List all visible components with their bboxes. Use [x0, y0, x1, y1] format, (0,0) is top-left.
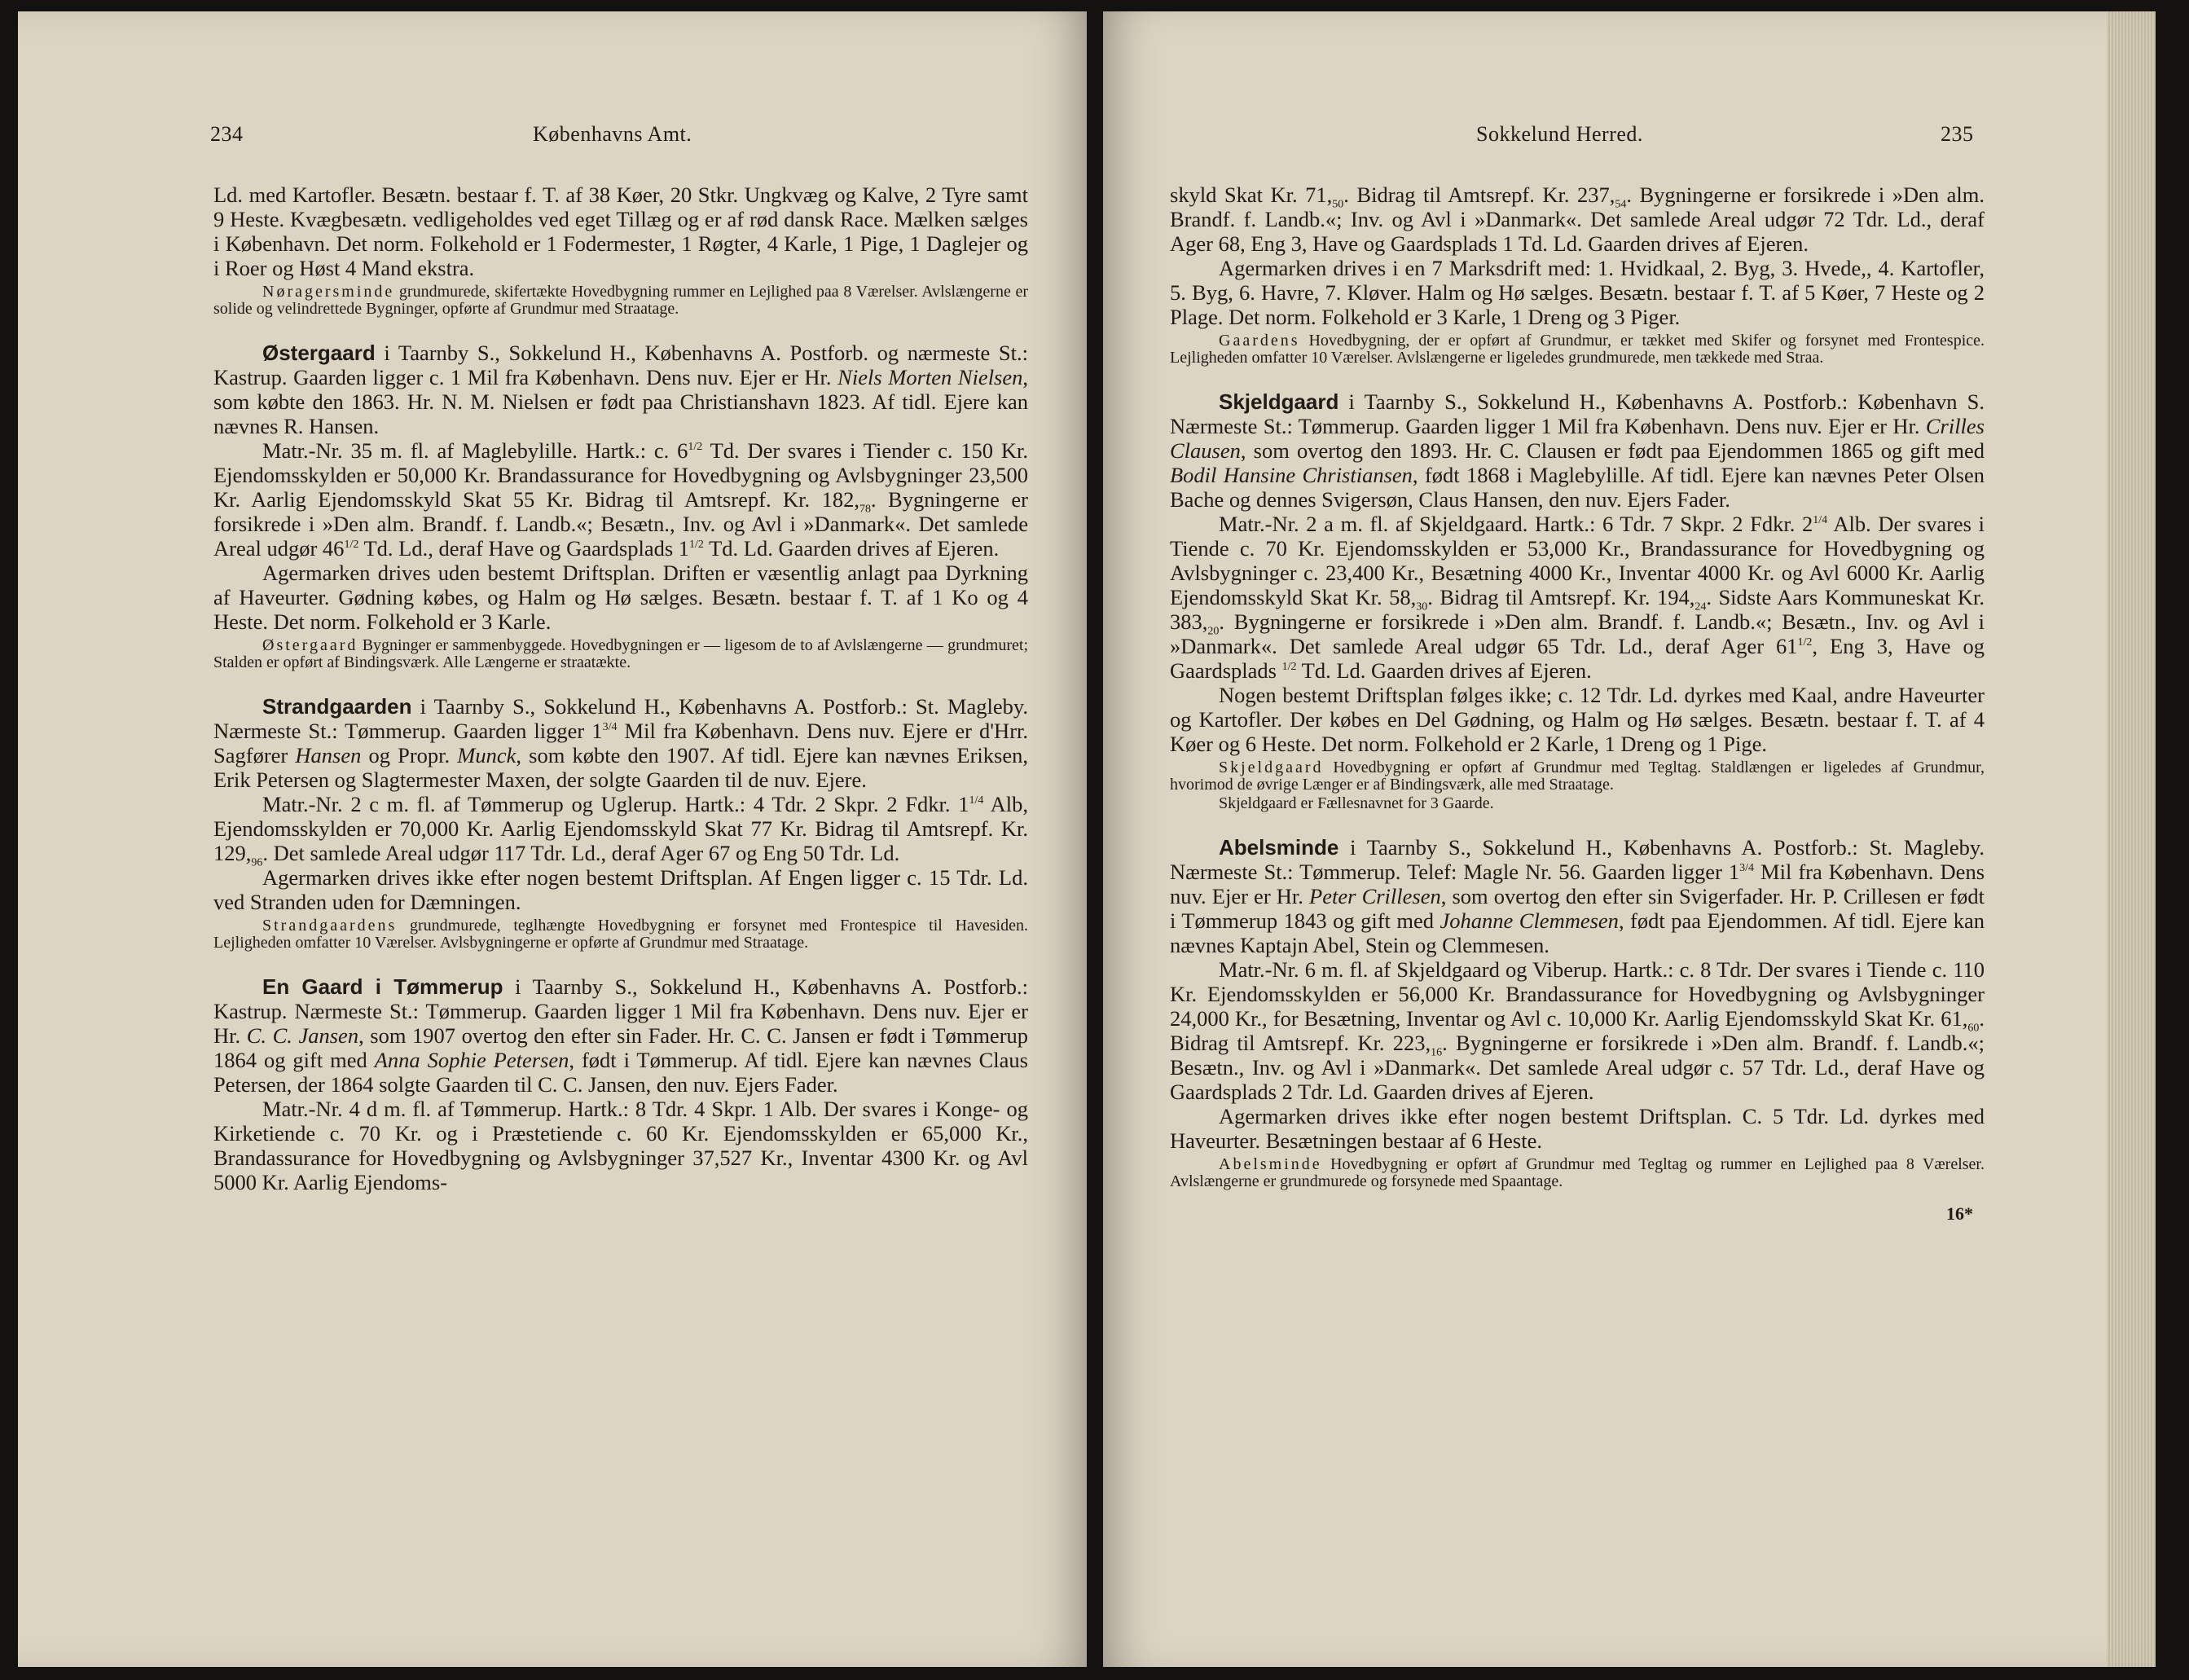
signature-mark: 16*	[1946, 1203, 1973, 1224]
building-note: Skjeldgaard Hovedbygning er opført af Grundmur med Tegltag. Staldlængen er ligeledes af Grundmur, hvorimod de øvrige Længer er af Bindingsværk, alle med Straatage.	[1170, 759, 1985, 794]
entry-abelsminde: Abelsminde i Taarnby S., Sokkelund H., Københavns A. Postforb.: St. Magleby. Nærmeste St.: Tømmerup. Telef: Magle Nr. 56. Gaarden ligger $1^{3/4}$ Mil fra København. Dens nuv. Ejer er Hr. Peter Crillesen, som overtog den efter sin Svigerfader. Hr. P. Crillesen er født i Tømmerup 1843 og gift med Johanne Clemmesen, født paa Ejendommen. Af tidl. Ejere kan nævnes Kaptajn Abel, Stein og Clemmesen.	[1170, 835, 1985, 957]
farm-name: Strandgaarden	[262, 694, 412, 719]
farm-name: En Gaard i Tømmerup	[262, 974, 503, 999]
running-head-left: Københavns Amt.	[533, 122, 692, 146]
paragraph: Agermarken drives ikke efter nogen bestemt Driftsplan. C. 5 Tdr. Ld. dyrkes med Haveurter. Besætningen bestaar af 6 Heste.	[1170, 1104, 1985, 1153]
building-note: Østergaard Bygninger er sammenbyggede. Hovedbygningen er — ligesom de to af Avlslængerne — grundmuret; Stalden er opført af Bindingsværk. Alle Længerne er straatækte.	[213, 636, 1028, 671]
building-note: Gaardens Hovedbygning, der er opført af Grundmur, er tækket med Skifer og forsynet med Frontespice. Lejligheden omfatter 10 Værelser. Avlslængerne er ligeledes grundmurede, men tækkede med Straa.	[1170, 332, 1985, 367]
building-note: Skjeldgaard er Fællesnavnet for 3 Gaarde.	[1219, 794, 1494, 812]
paragraph: Agermarken drives i en 7 Marksdrift med: 1. Hvidkaal, 2. Byg, 3. Hvede,, 4. Kartofler, 5. Byg, 6. Havre, 7. Kløver. Halm og Hø sælges. Besætn. bestaar f. T. af 5 Køer, 7 Heste og 2 Plage. Det norm. Folkehold er 3 Karle, 1 Dreng og 3 Piger.	[1170, 256, 1985, 329]
building-note: Nøragersminde grundmurede, skifertækte Hovedbygning rummer en Lejlighed paa 8 Værelser. Avlslængerne er solide og velindrettede Bygninger, opførte af Grundmur med Straatage.	[213, 283, 1028, 318]
right-column	[1170, 183, 1985, 1226]
right-page	[1103, 11, 2156, 1667]
paragraph: Agermarken drives ikke efter nogen bestemt Driftsplan. Af Engen ligger c. 15 Tdr. Ld. ved Stranden uden for Dæmningen.	[213, 865, 1028, 914]
paragraph: Matr.-Nr. 4 d m. fl. af Tømmerup. Hartk.: 8 Tdr. 4 Skpr. 1 Alb. Der svares i Konge- og Kirketiende c. 70 Kr. og i Præstetiende c. 60 Kr. Ejendomsskylden er 65,000 Kr., Brandassurance for Hovedbygning og Avlsbygninger 37,527 Kr., Inventar 4300 Kr. og Avl 5000 Kr. Aarlig Ejendoms-	[213, 1097, 1028, 1194]
paragraph: Matr.-Nr. 6 m. fl. af Skjeldgaard og Viberup. Hartk.: c. 8 Tdr. Der svares i Tiende c. 110 Kr. Ejendomsskylden er 56,000 Kr. Brandassurance for Hovedbygning og Avlsbygninger 24,000 Kr., for Besætning, Inventar og Avl c. 10,000 Kr. Aarlig Ejendomsskyld Skat Kr. $61,_{60}$. Bidrag til Amtsrepf. Kr. $223,_{16}$. Bygningerne er forsikrede i »Den alm. Brandf. f. Landb.«; Besætn., Inv. og Avl i »Danmark«. Det samlede Areal udgør c. 57 Tdr. Ld., deraf Have og Gaardsplads 2 Tdr. Ld. Gaarden drives af Ejeren.	[1170, 957, 1985, 1104]
entry-strandgaarden: Strandgaarden i Taarnby S., Sokkelund H., Københavns A. Postforb.: St. Magleby. Nærmeste St.: Tømmerup. Gaarden ligger $1^{3/4}$ Mil fra København. Dens nuv. Ejere er d'Hrr. Sagfører Hansen og Propr. Munck, som købte den 1907. Af tidl. Ejere kan nævnes Eriksen, Erik Petersen og Slagtermester Maxen, der solgte Gaarden til de nuv. Ejere.	[213, 694, 1029, 792]
running-head-right: Sokkelund Herred.	[1476, 122, 1643, 146]
farm-name: Østergaard	[262, 341, 376, 365]
farm-name: Skjeldgaard	[1219, 389, 1339, 414]
entry-ostergaard: Østergaard i Taarnby S., Sokkelund H., Københavns A. Postforb. og nærmeste St.: Kastrup. Gaarden ligger c. 1 Mil fra København. Dens nuv. Ejer er Hr. Niels Morten Nielsen, som købte den 1863. Hr. N. M. Nielsen er født paa Christianshavn 1823. Af tidl. Ejere kan nævnes R. Hansen.	[213, 341, 1029, 438]
page-number-right: 235	[1941, 122, 1974, 146]
paragraph: Matr.-Nr. 35 m. fl. af Maglebylille. Hartk.: c. $6^{1/2}$ Td. Der svares i Tiender c. 150 Kr. Ejendomsskylden er 50,000 Kr. Brandassurance for Hovedbygning og Avlsbygninger 23,500 Kr. Aarlig Ejendomsskyld Skat 55 Kr. Bidrag til Amtsrepf. Kr. $182,_{78}$. Bygningerne er forsikrede i »Den alm. Brandf. f. Landb.«; Besætn., Inv. og Avl i »Danmark«. Det samlede Areal udgør $46^{1/2}$ Td. Ld., deraf Have og Gaardsplads $1^{1/2}$ Td. Ld. Gaarden drives af Ejeren.	[213, 438, 1028, 561]
building-note: Abelsminde Hovedbygning er opført af Grundmur med Tegltag og rummer en Lejlighed paa 8 Værelser. Avlslængerne er grundmurede og forsynede med Spaantage.	[1170, 1155, 1985, 1190]
page-number-left: 234	[210, 122, 244, 146]
building-note: Strandgaardens grundmurede, teglhængte Hovedbygning er forsynet med Frontespice til Havesiden. Lejligheden omfatter 10 Værelser. Avlsbygningerne er opførte af Grundmur med Straatage.	[213, 917, 1028, 952]
paragraph: skyld Skat Kr. $71,_{50}$. Bidrag til Amtsrepf. Kr. $237,_{54}$. Bygningerne er forsikrede i »Den alm. Brandf. f. Landb.«; Inv. og Avl i »Danmark«. Det samlede Areal udgør 72 Tdr. Ld., deraf Ager 68, Eng 3, Have og Gaardsplads 1 Td. Ld. Gaarden drives af Ejeren.	[1170, 183, 1985, 256]
entry-skjeldgaard: Skjeldgaard i Taarnby S., Sokkelund H., Københavns A. Postforb.: København S. Nærmeste St.: Tømmerup. Gaarden ligger 1 Mil fra København. Dens nuv. Ejer er Hr. Crilles Clausen, som overtog den 1893. Hr. C. Clausen er født paa Ejendommen 1865 og gift med Bodil Hansine Christiansen, født 1868 i Maglebylille. Af tidl. Ejere kan nævnes Peter Olsen Bache og dennes Svigersøn, Claus Hansen, den nuv. Ejers Fader.	[1170, 389, 1985, 512]
paragraph: Nogen bestemt Driftsplan følges ikke; c. 12 Tdr. Ld. dyrkes med Kaal, andre Haveurter og Kartofler. Der købes en Del Gødning, og Halm og Hø sælges. Besætn. bestaar f. T. af 4 Køer og 6 Heste. Det norm. Folkehold er 2 Karle, 1 Dreng og 1 Pige.	[1170, 683, 1985, 756]
left-column	[213, 183, 1028, 1194]
paragraph: Agermarken drives uden bestemt Driftsplan. Driften er væsentlig anlagt paa Dyrkning af Haveurter. Gødning købes, og Halm og Hø sælges. Besætn. bestaar f. T. af 1 Ko og 4 Heste. Det norm. Folkehold er 3 Karle.	[213, 561, 1028, 634]
paragraph: Matr.-Nr. 2 a m. fl. af Skjeldgaard. Hartk.: 6 Tdr. 7 Skpr. 2 Fdkr. $2^{1/4}$ Alb. Der svares i Tiende c. 70 Kr. Ejendomsskylden er 53,000 Kr., Brandassurance for Hovedbygning og Avlsbygninger c. 23,400 Kr., Besætning 4000 Kr., Inventar 4000 Kr. og Avl 6000 Kr. Aarlig Ejendomsskyld Skat Kr. $58,_{30}$. Bidrag til Amtsrepf. Kr. $194,_{24}$. Sidste Aars Kommuneskat Kr. $383,_{20}$. Bygningerne er forsikrede i »Den alm. Brandf. f. Landb.«; Besætn., Inv. og Avl i »Danmark«. Det samlede Areal udgør 65 Tdr. Ld., deraf Ager $61^{1/2}$, Eng 3, Have og Gaardsplads $^{1/2}$ Td. Ld. Gaarden drives af Ejeren.	[1170, 512, 1985, 683]
left-page	[18, 11, 1087, 1667]
farm-name: Abelsminde	[1219, 835, 1339, 860]
entry-gaard-tommerup: En Gaard i Tømmerup i Taarnby S., Sokkelund H., Københavns A. Postforb.: Kastrup. Nærmeste St.: Tømmerup. Gaarden ligger 1 Mil fra København. Dens nuv. Ejer er Hr. C. C. Jansen, som 1907 overtog den efter sin Fader. Hr. C. C. Jansen er født i Tømmerup 1864 og gift med Anna Sophie Petersen, født i Tømmerup. Af tidl. Ejere kan nævnes Claus Petersen, der 1864 solgte Gaarden til C. C. Jansen, den nuv. Ejers Fader.	[213, 974, 1029, 1097]
paragraph: Ld. med Kartofler. Besætn. bestaar f. T. af 38 Køer, 20 Stkr. Ungkvæg og Kalve, 2 Tyre samt 9 Heste. Kvægbesætn. vedligeholdes ved eget Tillæg og er af rød dansk Race. Mælken sælges i København. Det norm. Folkehold er 1 Fodermester, 1 Røgter, 4 Karle, 1 Pige, 1 Daglejer og i Roer og Høst 4 Mand ekstra.	[213, 183, 1028, 280]
paragraph: Matr.-Nr. 2 c m. fl. af Tømmerup og Uglerup. Hartk.: 4 Tdr. 2 Skpr. 2 Fdkr. $1^{1/4}$ Alb, Ejendomsskylden er 70,000 Kr. Aarlig Ejendomsskyld Skat 77 Kr. Bidrag til Amtsrepf. Kr. $129,_{96}$. Det samlede Areal udgør 117 Tdr. Ld., deraf Ager 67 og Eng 50 Tdr. Ld.	[213, 792, 1028, 869]
